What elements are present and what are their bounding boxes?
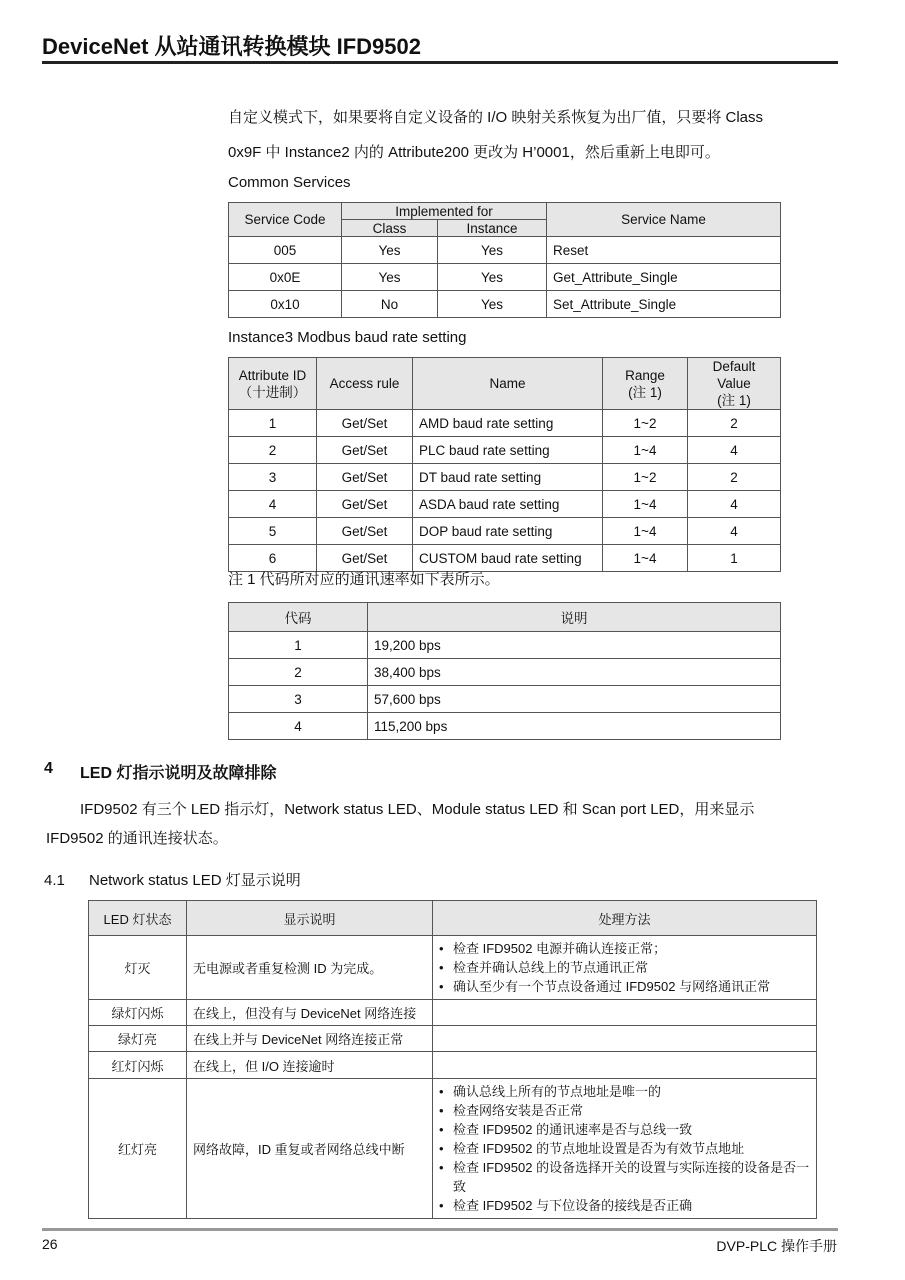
cell: 1 [229,410,317,437]
led-state: 绿灯亮 [89,1026,187,1052]
action-item: • 检查 IFD9502 的设备选择开关的设置与实际连接的设备是否一致 [439,1158,810,1196]
action-list [439,1082,810,1215]
cell: 1 [229,632,368,659]
header-instance: Instance [438,220,547,237]
header-text: Default Value [712,359,756,391]
instance3-table [228,357,781,572]
header-divider [42,61,838,64]
footer-divider [42,1228,838,1231]
cell: Get/Set [317,491,413,518]
led-actions [433,936,817,1000]
cell: CUSTOM baud rate setting [413,545,603,572]
cell: 1 [688,545,781,572]
led-description: 在线上，但没有与 DeviceNet 网络连接 [187,1000,433,1026]
cell: Yes [342,237,438,264]
cell: 2 [688,464,781,491]
table-row [229,264,781,291]
led-description: 在线上并与 DeviceNet 网络连接正常 [187,1026,433,1052]
header-implemented-for: Implemented for [342,203,547,220]
action-list [439,939,810,996]
table-row [229,291,781,318]
led-state: 灯灭 [89,936,187,1000]
header-attribute-id [229,358,317,410]
cell: 5 [229,518,317,545]
cell: 38,400 bps [368,659,781,686]
cell: 19,200 bps [368,632,781,659]
section-4-para-1: IFD9502 有三个 LED 指示灯，Network status LED、Module status LED 和 Scan port LED，用来显示 [80,801,755,818]
note-1: 注 1 代码所对应的通讯速率如下表所示。 [228,571,500,588]
cell: Reset [547,237,781,264]
cell: 4 [688,518,781,545]
cell: 1~4 [603,491,688,518]
table-row [229,437,781,464]
led-state: 绿灯闪烁 [89,1000,187,1026]
cell: Get/Set [317,437,413,464]
led-actions [433,1079,817,1219]
header-handling: 处理方法 [433,901,817,936]
cell: 6 [229,545,317,572]
cell: ASDA baud rate setting [413,491,603,518]
cell: 1~2 [603,410,688,437]
table-row [89,1026,817,1052]
table-row [89,1000,817,1026]
cell: DT baud rate setting [413,464,603,491]
action-item: • 检查 IFD9502 电源并确认连接正常； [439,939,810,958]
table-row [229,237,781,264]
header-led-state: LED 灯状态 [89,901,187,936]
led-actions [433,1026,817,1052]
network-led-table [88,900,817,1219]
cell: Yes [438,264,547,291]
cell: Yes [438,237,547,264]
page-number: 26 [42,1236,58,1252]
table-row [89,936,817,1000]
cell: 3 [229,686,368,713]
cell: 4 [229,491,317,518]
table-row [229,464,781,491]
led-actions [433,1000,817,1026]
cell: 2 [229,437,317,464]
common-services-caption: Common Services [228,174,351,191]
table-row [229,545,781,572]
header-code: 代码 [229,603,368,632]
action-item: • 检查 IFD9502 与下位设备的接线是否正确 [439,1196,810,1215]
baud-code-table [228,602,781,740]
cell: PLC baud rate setting [413,437,603,464]
intro-line-1: 自定义模式下，如果要将自定义设备的 I/O 映射关系恢复为出厂值，只要将 Class [228,109,764,126]
led-state: 红灯亮 [89,1079,187,1219]
header-name: Name [413,358,603,410]
led-description: 网络故障，ID 重复或者网络总线中断 [187,1079,433,1219]
led-actions [433,1052,817,1079]
cell: 1~4 [603,437,688,464]
cell: 4 [688,491,781,518]
header-description: 说明 [368,603,781,632]
table-row [229,491,781,518]
cell: 1~2 [603,464,688,491]
header-default-value [688,358,781,410]
header-access-rule: Access rule [317,358,413,410]
action-item: • 检查 IFD9502 的节点地址设置是否为有效节点地址 [439,1139,810,1158]
table-row [229,713,781,740]
cell: 0x10 [229,291,342,318]
cell: 2 [229,659,368,686]
header-text: Attribute ID [238,367,307,383]
header-class: Class [342,220,438,237]
cell: DOP baud rate setting [413,518,603,545]
section-4-title: LED 灯指示说明及故障排除 [80,765,277,782]
cell: Yes [438,291,547,318]
header-service-code: Service Code [229,203,342,237]
cell: 4 [229,713,368,740]
cell: Get_Attribute_Single [547,264,781,291]
cell: 005 [229,237,342,264]
cell: Get/Set [317,410,413,437]
header-description: 显示说明 [187,901,433,936]
section-41-title: Network status LED 灯显示说明 [89,872,301,889]
common-services-table [228,202,781,318]
manual-name: DVP-PLC 操作手册 [716,1238,837,1254]
table-row [89,1079,817,1219]
cell: 1~4 [603,545,688,572]
cell: 115,200 bps [368,713,781,740]
section-4-para-2: IFD9502 的通讯连接状态。 [46,830,228,847]
led-description: 在线上，但 I/O 连接逾时 [187,1052,433,1079]
cell: Set_Attribute_Single [547,291,781,318]
table-row [229,410,781,437]
table-row [229,518,781,545]
cell: 4 [688,437,781,464]
cell: No [342,291,438,318]
action-item: • 检查并确认总线上的节点通讯正常 [439,958,810,977]
cell: 0x0E [229,264,342,291]
action-item: • 确认至少有一个节点设备通过 IFD9502 与网络通讯正常 [439,977,810,996]
action-item: • 确认总线上所有的节点地址是唯一的 [439,1082,810,1101]
cell: Get/Set [317,518,413,545]
cell: AMD baud rate setting [413,410,603,437]
intro-line-2: 0x9F 中 Instance2 内的 Attribute200 更改为 H’0001，然后重新上电即可。 [228,144,720,161]
cell: Yes [342,264,438,291]
header-text: (注 1) [717,393,751,408]
section-4-number: 4 [44,760,53,777]
table-row [229,659,781,686]
led-state: 红灯闪烁 [89,1052,187,1079]
cell: 1~4 [603,518,688,545]
action-item: • 检查 IFD9502 的通讯速率是否与总线一致 [439,1120,810,1139]
instance3-caption: Instance3 Modbus baud rate setting [228,329,467,346]
header-service-name: Service Name [547,203,781,237]
header-text: (注 1) [628,384,662,400]
header-text: Range [625,367,665,383]
cell: Get/Set [317,545,413,572]
page-title: DeviceNet 从站通讯转换模块 IFD9502 [42,34,421,59]
led-description: 无电源或者重复检测 ID 为完成。 [187,936,433,1000]
table-row [229,686,781,713]
header-range [603,358,688,410]
cell: 57,600 bps [368,686,781,713]
cell: 2 [688,410,781,437]
cell: 3 [229,464,317,491]
cell: Get/Set [317,464,413,491]
section-41-number: 4.1 [44,872,65,889]
header-text: （十进制） [238,384,307,400]
table-row [89,1052,817,1079]
table-row [229,632,781,659]
action-item: • 检查网络安装是否正常 [439,1101,810,1120]
